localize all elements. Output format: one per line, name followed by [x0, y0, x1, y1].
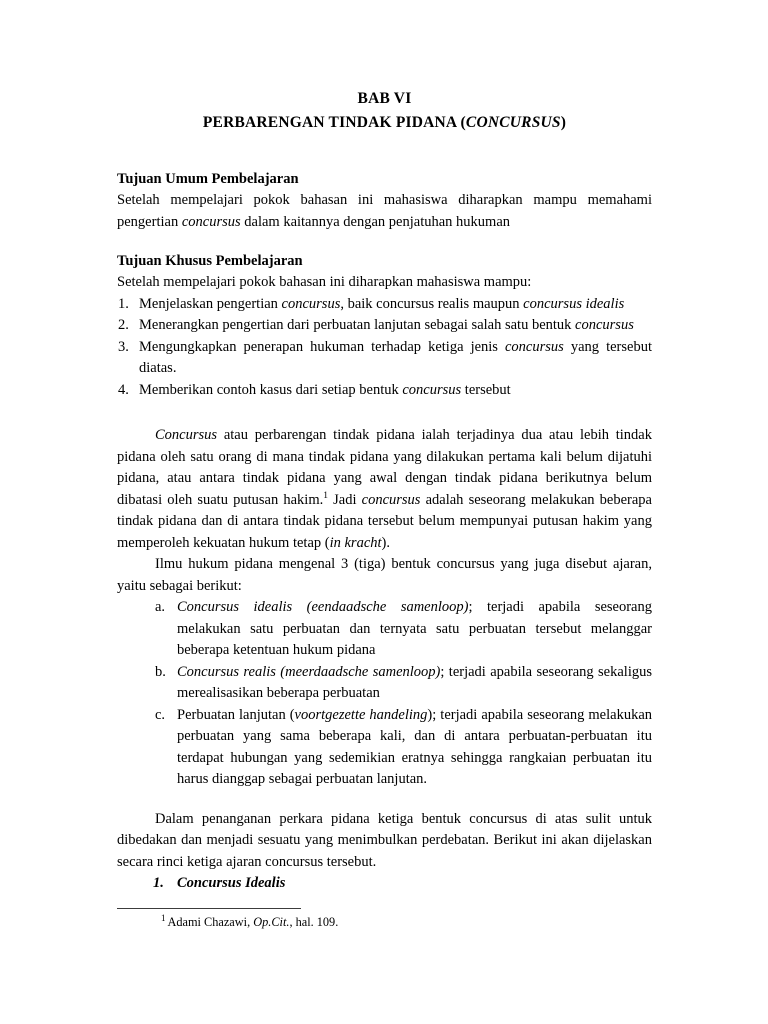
list-item — [117, 315, 652, 337]
text-run-italic: concursus — [281, 295, 341, 312]
chapter-title-close: ) — [560, 114, 567, 131]
chapter-title — [117, 112, 652, 134]
list-marker: 1. — [153, 875, 164, 891]
subsection-heading-concursus-idealis — [153, 873, 652, 895]
footnote-area — [117, 908, 652, 930]
footnote-entry — [117, 914, 652, 930]
list-marker: 4. — [118, 381, 129, 398]
spacer — [117, 158, 652, 169]
text-run-italic: Concursus — [155, 427, 218, 443]
text-run: atau perbarengan tindak pidana ialah terjadinya dua atau lebih tindak pidana oleh satu orang di mana tindak pidana yang dilakukan pertama kali belum dijatuhi pidana, atau antara tindak pidana yang awal dengan tindak pidana berikutnya belum dibatasi oleh suatu putusan hakim. — [117, 427, 652, 508]
paragraph-tujuan-umum — [117, 190, 652, 233]
footnote-reference[interactable]: 1 — [323, 490, 328, 501]
list-marker: b. — [155, 663, 166, 680]
text-run: Menjelaskan pengertian — [139, 295, 282, 312]
chapter-title-italic: CONCURSUS — [465, 114, 561, 131]
spacer — [117, 233, 652, 251]
text-run-italic: Op.Cit. — [253, 915, 290, 929]
text-run: ; terjadi apabila seseorang melakukan satu perbuatan dan ternyata satu perbuatan tersebut melanggar beberapa ketentuan hukum pidana — [177, 599, 652, 658]
footnote-separator — [117, 908, 301, 909]
objectives-list — [117, 294, 652, 402]
text-run: ; terjadi apabila seseorang sekaligus merealisasikan beberapa perbuatan — [177, 663, 652, 701]
text-run: ). — [381, 534, 391, 551]
list-item — [117, 337, 652, 380]
page-title-block — [117, 88, 652, 134]
paragraph-tiga-bentuk: Ilmu hukum pidana mengenal 3 (tiga) bentuk concursus yang juga disebut ajaran, yaitu sebagai berikut: — [117, 556, 652, 594]
text-run-italic: concursus idealis — [523, 295, 625, 312]
text-run: Setelah mempelajari pokok bahasan ini mahasiswa diharapkan mampu memahami pengertian — [117, 192, 652, 230]
text-run: adalah seseorang melakukan beberapa tindak pidana dan di antara tindak pidana tersebut belum mempunyai putusan hakim yang memperoleh kekuatan hukum tetap ( — [117, 491, 652, 551]
text-run: ); terjadi apabila seseorang melakukan perbuatan yang sama beberapa kali, dan di antara perbuatan-perbuatan itu terdapat hubungan yang sedemikian eratnya sehingga rangkaian perbuatan itu harus dianggap sebagai perbuatan lanjutan. — [177, 706, 653, 787]
text-run: Perbuatan lanjutan ( — [177, 706, 295, 723]
text-run: yang tersebut diatas. — [139, 338, 652, 376]
text-run: Menerangkan pengertian dari perbuatan lanjutan sebagai salah satu bentuk — [139, 317, 576, 333]
text-run: dalam kaitannya dengan penjatuhan hukuman — [240, 213, 511, 230]
text-run: Jadi — [327, 491, 362, 508]
heading-tujuan-umum: Tujuan Umum Pembelajaran — [117, 171, 299, 187]
paragraph-definisi-concursus — [117, 425, 652, 554]
list-marker: 2. — [118, 317, 129, 333]
list-marker: 1. — [118, 295, 129, 312]
spacer — [117, 401, 652, 425]
list-item — [117, 380, 652, 402]
text-run-italic: Concursus realis (meerdaadsche samenloop) — [177, 663, 441, 680]
chapter-title-plain: PERBARENGAN TINDAK PIDANA ( — [202, 114, 466, 131]
list-marker: a. — [155, 599, 166, 615]
paragraph-penanganan-perkara: Dalam penanganan perkara pidana ketiga bentuk concursus di atas sulit untuk dibedakan dan menjadi sesuatu yang menimbulkan perdebatan. Berikut ini akan dijelaskan secara rinci ketiga ajaran concursus tersebut. — [117, 810, 652, 870]
text-run-italic: concursus — [505, 338, 564, 355]
text-run: Concursus Idealis — [177, 875, 286, 891]
spacer — [117, 134, 652, 158]
footnote-number: 1 — [161, 912, 166, 923]
text-run-italic: in kracht — [329, 534, 382, 551]
list-item — [155, 662, 652, 705]
text-run: , hal. 109. — [289, 915, 339, 929]
text-run-italic: concursus — [181, 213, 241, 230]
text-run-italic: concursus — [402, 381, 462, 398]
subsection-heading-list — [117, 873, 652, 895]
text-run: tersebut — [461, 381, 511, 398]
text-run-italic: Concursus idealis (eendaadsche samenloop) — [177, 599, 469, 615]
text-run: , baik concursus realis maupun — [340, 295, 524, 312]
text-run-italic: concursus — [361, 491, 421, 508]
text-run: Memberikan contoh kasus dari setiap bentuk — [139, 381, 403, 398]
list-item — [155, 705, 652, 791]
list-item — [155, 597, 652, 662]
text-run-italic: concursus — [575, 317, 634, 333]
text-run: Adami Chazawi, — [167, 915, 254, 929]
text-run: Mengungkapkan penerapan hukuman terhadap ketiga jenis — [139, 338, 505, 355]
spacer — [117, 791, 652, 809]
heading-tujuan-khusus: Tujuan Khusus Pembelajaran — [117, 253, 303, 269]
list-marker: 3. — [118, 338, 129, 355]
chapter-label: BAB VI — [357, 90, 412, 107]
list-item — [117, 294, 652, 316]
concursus-forms-list — [117, 597, 652, 791]
paragraph-tujuan-khusus-intro: Setelah mempelajari pokok bahasan ini diharapkan mahasiswa mampu: — [117, 274, 532, 290]
list-marker: c. — [155, 706, 166, 723]
text-run-italic: voortgezette handeling — [294, 706, 428, 723]
